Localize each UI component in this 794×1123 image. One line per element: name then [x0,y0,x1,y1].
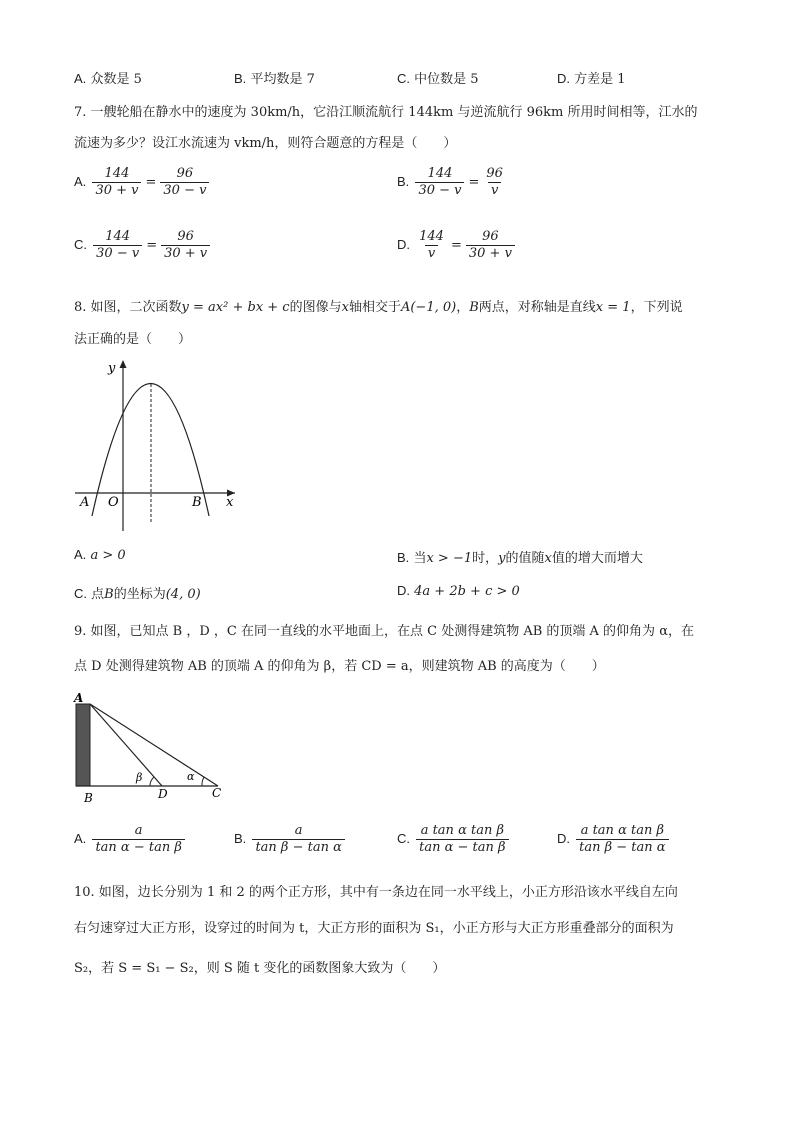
frac-den: 30 + v [161,245,210,262]
option-label: D. [397,237,410,252]
q9-stem-line1: 9. 如图，已知点 B ，D ，C 在同一直线的水平地面上，在点 C 处测得建筑物 AB 的顶端 A 的仰角为 α，在 [74,624,694,639]
frac-den: 30 − v [93,245,142,262]
option-label: A. [74,71,87,86]
option-text: 方差是 1 [574,72,626,87]
equation: y = ax² + bx + c [181,300,290,315]
option-label: A. [74,174,87,189]
q7-stem-line2: 流速为多少？设江水流速为 vkm/h，则符合题意的方程是（ ） [74,136,457,151]
alpha-arc [202,777,204,786]
frac-den: 30 − v [160,182,209,199]
equals: = [145,175,157,190]
option-label: B. [234,71,247,86]
q10-stem-line1: 10. 如图，边长分别为 1 和 2 的两个正方形，其中有一条边在同一水平线上，小正方形沿该水平线自左向 [74,885,678,900]
line-ac [90,704,218,786]
line-ad [90,704,162,786]
frac-num: a tan α tan β [580,823,664,838]
frac-den: v [425,245,438,262]
point-b-label: B [84,791,93,805]
frac-num: 96 [486,166,503,181]
frac-num: 144 [105,229,131,244]
frac-den: tan β − tan α [576,839,668,856]
q6-option-a[interactable] [74,68,142,87]
option-text: 众数是 5 [90,72,142,87]
frac-den: tan α − tan β [92,839,184,856]
q9-building-figure [70,690,230,805]
frac-num: a [294,823,303,838]
q8-option-c[interactable]: C. 点B的坐标为(4, 0) [74,586,201,602]
frac-den: tan β − tan α [252,839,344,856]
q9-option-a[interactable]: A. $\frac{a}{\text{tan α − tan β}}$ [74,823,187,856]
q10-stem-line3: S₂，若 S = S₁ − S₂，则 S 随 t 变化的函数图象大致为（ ） [74,961,446,976]
beta-label: β [136,771,143,784]
frac-num: 96 [482,229,499,244]
frac-den: 30 − v [415,182,464,199]
frac-den: v [488,182,501,199]
q8-parabola-figure [70,356,240,536]
q8-option-a[interactable]: A. a > 0 [74,547,126,563]
option-label: D. [557,71,570,86]
q8-option-b[interactable]: B. 当x > −1时，y的值随x值的增大而增大 [397,550,643,566]
frac-num: 96 [176,166,194,181]
point-a-label: A [74,691,84,705]
point-a-label: A [80,495,90,510]
frac-den: 30 + v [466,245,515,262]
q6-option-c[interactable] [397,68,479,87]
option-label: C. [397,71,410,86]
x-axis-label: x [226,495,234,510]
frac-num: 144 [427,166,453,181]
q7-option-d[interactable] [397,229,517,262]
origin-label: O [108,495,119,510]
y-axis-arrow [120,360,127,368]
frac-num: 144 [104,166,130,181]
q9-option-c[interactable]: C. $\frac{\text{a tan α tan β}}{\text{tan α − tan β}}$ [397,823,511,856]
equals: = [468,175,480,190]
point-c-label: C [212,786,222,800]
frac-num: 144 [419,229,444,244]
q9-option-d[interactable]: D. $\frac{\text{a tan α tan β}}{\text{tan β − tan α}}$ [557,823,671,856]
beta-arc [150,777,154,786]
q9-stem-line2: 点 D 处测得建筑物 AB 的顶端 A 的仰角为 β，若 CD = a，则建筑物 AB 的高度为（ ） [74,659,605,674]
q8-stem-line2: 法正确的是（ ） [74,332,192,347]
q8-stem-line1: 8. 如图，二次函数y = ax² + bx + c的图像与x轴相交于A(−1, 0)，B两点，对称轴是直线x = 1，下列说 [74,300,683,315]
option-label: B. [397,174,410,189]
y-axis-label: y [108,361,116,376]
q8-option-d[interactable]: D. 4a + 2b + c > 0 [397,583,520,599]
option-text: 平均数是 7 [250,72,315,87]
building [76,704,90,786]
q7-option-b[interactable] [397,166,508,199]
q10-stem-line2: 右匀速穿过大正方形，设穿过的时间为 t，大正方形的面积为 S₁，小正方形与大正方形重叠部分的面积为 [74,921,674,936]
alpha-label: α [187,770,195,783]
q9-option-b[interactable]: B. $\frac{a}{\text{tan β − tan α}}$ [234,823,347,856]
point-d-label: D [158,787,168,801]
q7-stem-line1: 7. 一艘轮船在静水中的速度为 30km/h，它沿江顺流航行 144km 与逆流航行 96km 所用时间相等，江水的 [74,105,698,120]
equals: = [146,238,158,253]
axis-equation: x = 1 [595,300,631,315]
frac-num: a tan α tan β [420,823,504,838]
q6-option-b[interactable] [234,68,315,87]
q7-option-c[interactable] [74,229,212,262]
option-label: C. [74,237,87,252]
equals: = [450,238,462,253]
frac-num: a [134,823,143,838]
q6-option-d[interactable] [557,68,626,87]
frac-num: 96 [177,229,194,244]
frac-den: 30 + v [92,182,141,199]
point-a: A(−1, 0) [400,300,457,315]
point-b-label: B [192,495,202,510]
q7-option-a[interactable] [74,166,211,199]
frac-den: tan α − tan β [416,839,508,856]
option-text: 中位数是 5 [414,72,479,87]
